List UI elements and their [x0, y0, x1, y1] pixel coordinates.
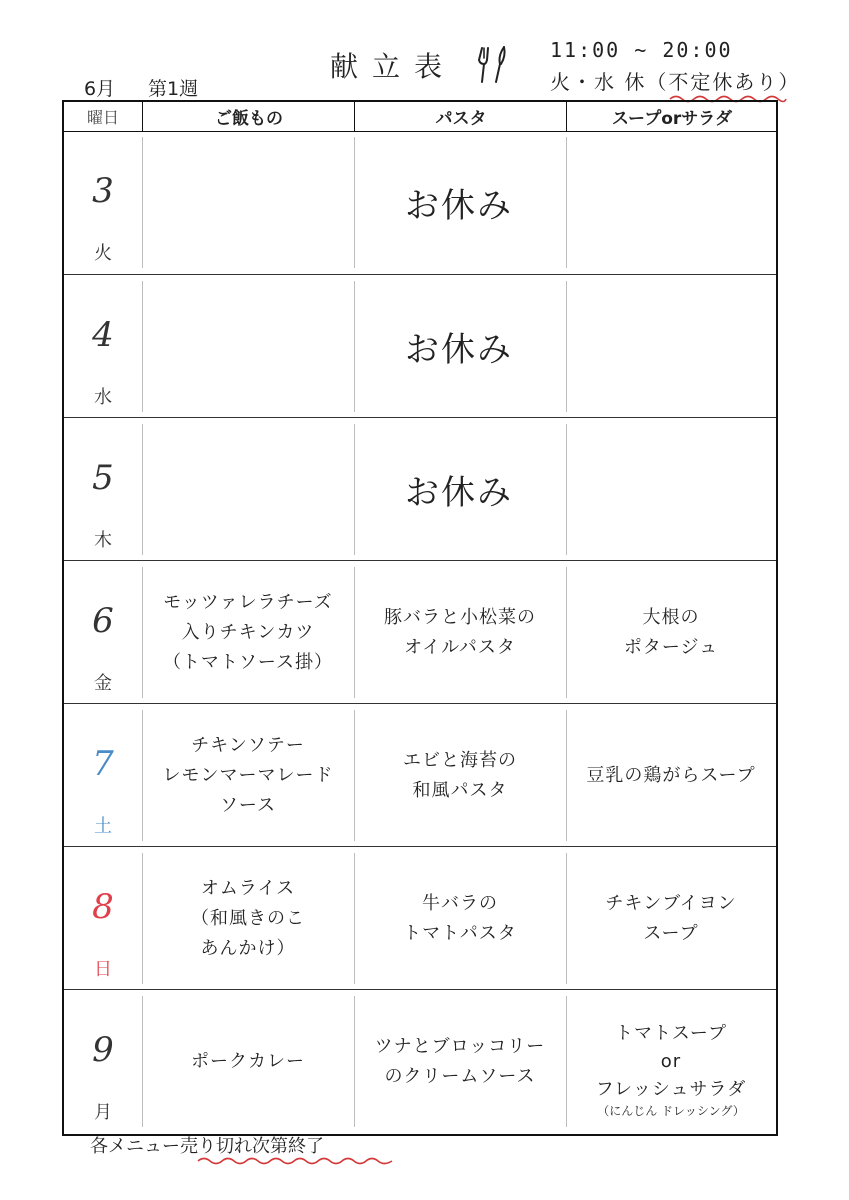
pasta-dish: エビと海苔の 和風パスタ [403, 749, 517, 801]
table-row [64, 989, 776, 1133]
table-header [64, 102, 776, 132]
soup-dish: 豆乳の鶏がらスープ [586, 764, 756, 786]
column-header-pasta: パスタ [354, 102, 567, 131]
weekday-label: 金 [94, 673, 112, 694]
table-row [64, 560, 776, 704]
business-hours: 11:00 ~ 20:00 [550, 38, 733, 62]
date-number: 7 [92, 744, 114, 784]
closed-label: お休み [405, 330, 513, 370]
column-header-day: 曜日 [86, 108, 119, 127]
table-row [64, 703, 776, 847]
title: 献立表 [330, 50, 457, 83]
date-number: 9 [92, 1030, 114, 1070]
weekday-label: 水 [94, 387, 112, 408]
date-number: 5 [92, 458, 114, 498]
weekday-label: 木 [94, 530, 112, 551]
weekday-label: 土 [94, 816, 112, 837]
soup-dish-note: （にんじん ドレッシング） [597, 1103, 745, 1118]
date-number: 8 [92, 887, 114, 927]
pasta-dish: 豚バラと小松菜の オイルパスタ [384, 606, 536, 658]
column-header-rice: ご飯もの [142, 102, 355, 131]
soup-dish: チキンブイヨン スープ [605, 892, 737, 944]
rice-dish: チキンソテー レモンマーマレード ソース [162, 734, 334, 816]
wavy-underline-footer [196, 1156, 396, 1166]
table-row [64, 274, 776, 418]
weekday-label: 日 [94, 959, 112, 980]
footer-note: 各メニュー売り切れ次第終了 [90, 1136, 324, 1157]
week-label: 第1週 [148, 78, 199, 100]
column-header-soup-salad: スープorサラダ [566, 102, 777, 131]
date-number: 6 [92, 601, 114, 641]
menu-table [62, 100, 778, 1136]
date-number: 4 [92, 315, 114, 355]
month-label: 6月 [84, 78, 116, 100]
fork-and-knife-icon [474, 44, 514, 84]
rice-dish: ポークカレー [191, 1050, 305, 1072]
pasta-dish: 牛バラの トマトパスタ [403, 892, 517, 944]
table-row [64, 417, 776, 561]
closed-days-note: 火・水 休（不定休あり） [550, 70, 801, 94]
soup-dish: 大根の ポタージュ [623, 606, 719, 658]
rice-dish: オムライス （和風きのこ あんかけ） [191, 877, 305, 959]
soup-dish [566, 990, 776, 1133]
closed-label: お休み [405, 473, 513, 513]
soup-dish-text: トマトスープ or フレッシュサラダ [595, 1022, 747, 1100]
closed-label: お休み [405, 186, 513, 226]
table-row [64, 131, 776, 274]
date-number: 3 [92, 171, 114, 211]
table-row [64, 846, 776, 990]
weekday-label: 火 [94, 243, 112, 264]
rice-dish: モッツァレラチーズ 入りチキンカツ （トマトソース掛） [162, 591, 334, 673]
weekday-label: 月 [94, 1102, 112, 1123]
pasta-dish: ツナとブロッコリー のクリームソース [374, 1035, 546, 1087]
